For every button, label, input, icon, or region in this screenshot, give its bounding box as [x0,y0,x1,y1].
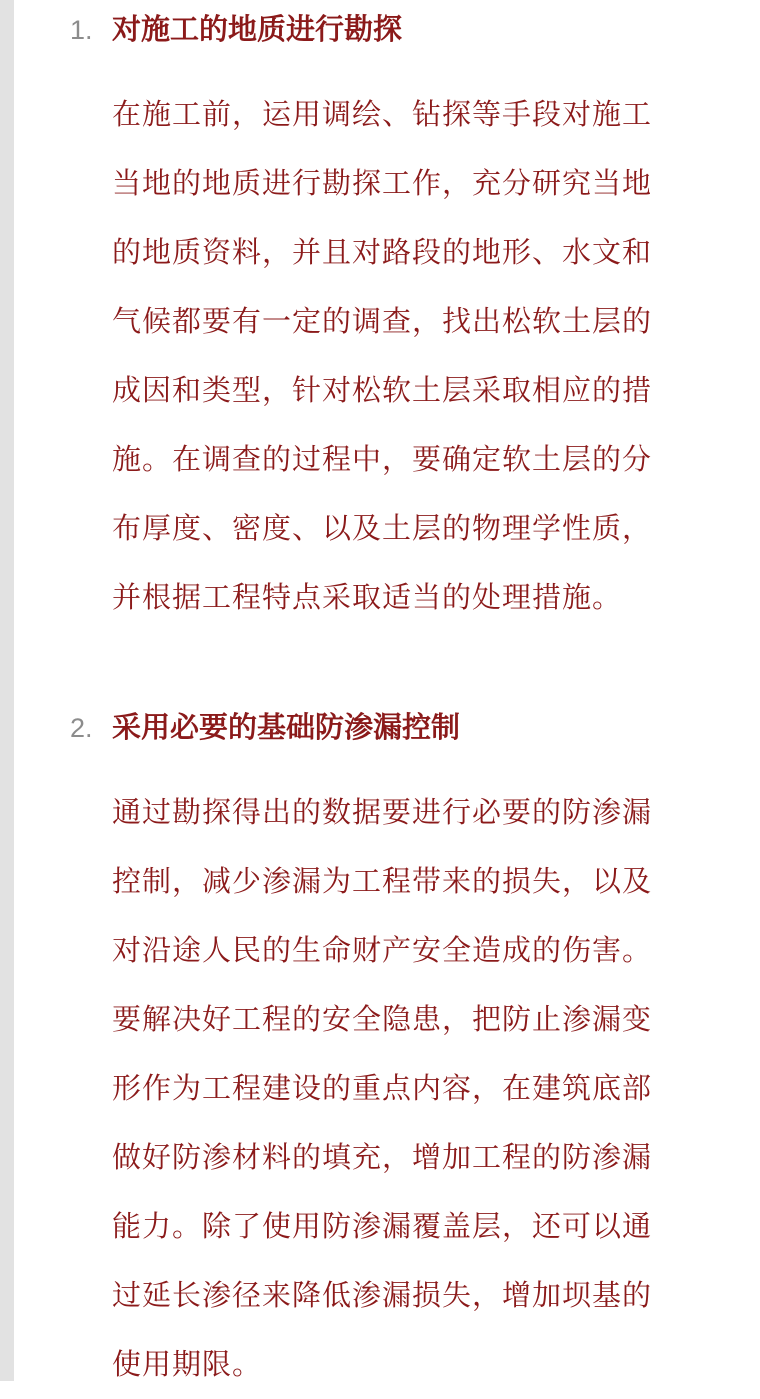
section-title: 对施工的地质进行勘探 [112,12,403,46]
paragraph-line: 使用期限。 [112,1347,263,1381]
paragraph-line: 控制，减少渗漏为工程带来的损失，以及 [112,864,653,898]
paragraph-line: 做好防渗材料的填充，增加工程的防渗漏 [112,1140,653,1174]
paragraph-line: 当地的地质进行勘探工作，充分研究当地 [112,166,653,200]
left-border-rule [0,0,14,1381]
paragraph-line: 布厚度、密度、以及土层的物理学性质， [112,511,653,545]
section-2 [0,706,760,1381]
section-1-heading [0,8,760,52]
section-2-heading [0,706,760,750]
section-1 [0,8,760,614]
paragraph-line: 通过勘探得出的数据要进行必要的防渗漏 [112,795,653,829]
paragraph-line: 要解决好工程的安全隐患，把防止渗漏变 [112,1002,653,1036]
section-1-paragraph [112,80,652,632]
paragraph-line: 在施工前，运用调绘、钻探等手段对施工 [112,97,653,131]
section-title: 采用必要的基础防渗漏控制 [112,710,461,744]
paragraph-line: 过延长渗径来降低渗漏损失，增加坝基的 [112,1278,653,1312]
section-number: 2. [70,713,93,743]
paragraph-line: 对沿途人民的生命财产安全造成的伤害。 [112,933,653,967]
paragraph-line: 施。在调查的过程中，要确定软土层的分 [112,442,653,476]
section-number: 1. [70,15,93,45]
paragraph-line: 气候都要有一定的调查，找出松软土层的 [112,304,653,338]
paragraph-line: 形作为工程建设的重点内容，在建筑底部 [112,1071,653,1105]
paragraph-line: 成因和类型，针对松软土层采取相应的措 [112,373,653,407]
section-2-paragraph [112,778,652,1399]
paragraph-line: 的地质资料，并且对路段的地形、水文和 [112,235,653,269]
paragraph-line: 并根据工程特点采取适当的处理措施。 [112,580,623,614]
paragraph-line: 能力。除了使用防渗漏覆盖层，还可以通 [112,1209,653,1243]
